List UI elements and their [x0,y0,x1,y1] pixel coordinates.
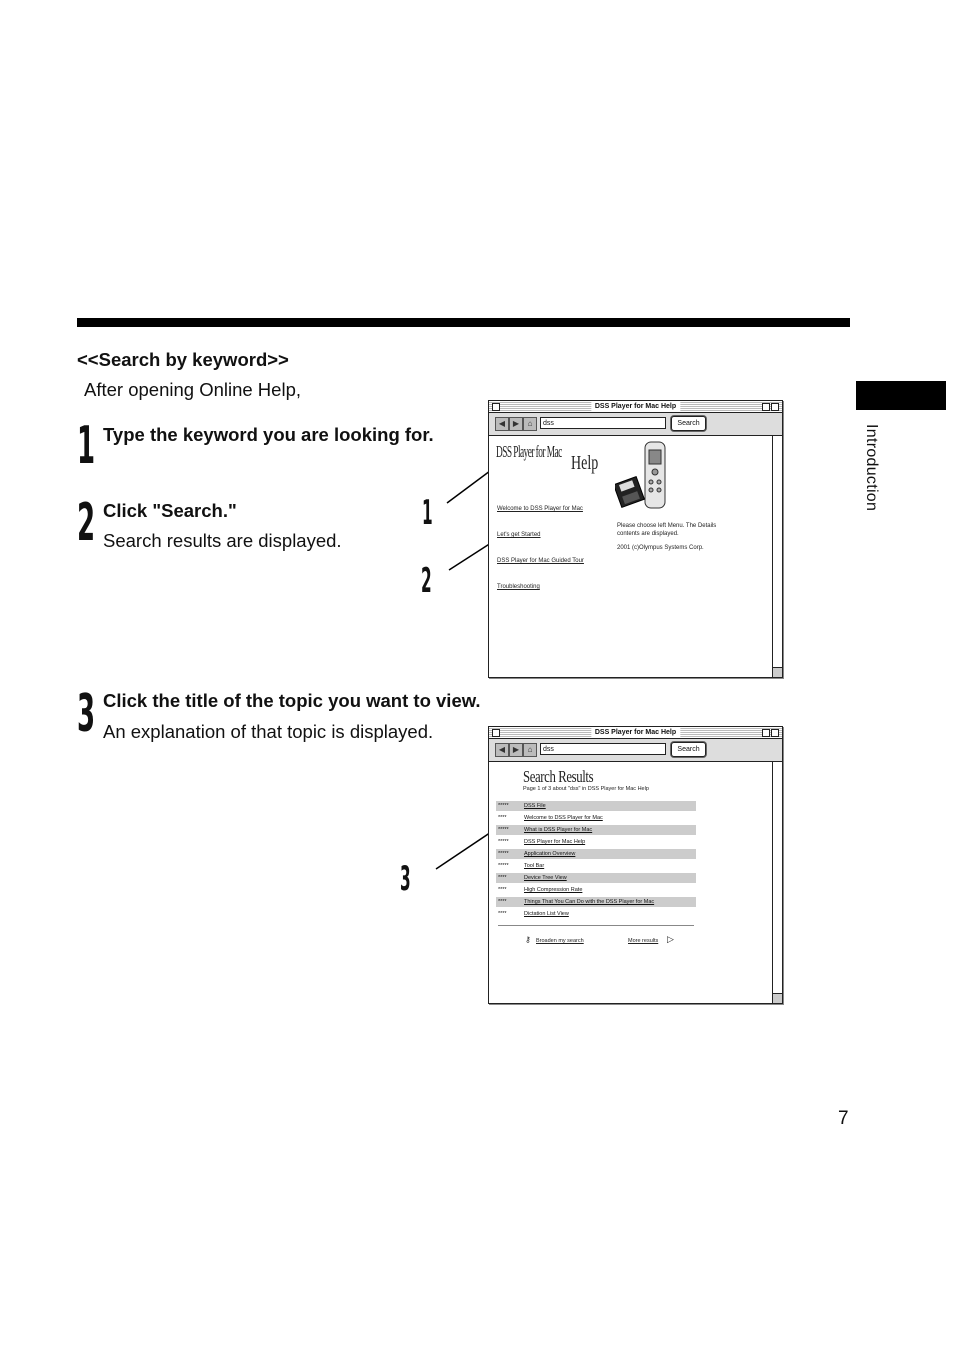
arrow-right-icon[interactable]: ▷ [667,934,674,944]
result-row[interactable]: ***** DSS File [496,801,696,811]
link-troubleshooting[interactable]: Troubleshooting [497,584,540,590]
zoom-box-icon[interactable] [762,729,770,737]
step-2-text: Search results are displayed. [103,530,342,551]
resize-handle-icon[interactable] [773,993,782,1003]
home-icon[interactable]: ⌂ [523,743,537,757]
search-input[interactable]: dss [540,743,666,755]
search-button[interactable]: Search [671,416,706,431]
result-row[interactable]: ***** Tool Bar [498,863,545,869]
results-content [489,762,772,1003]
result-row[interactable]: ***** What is DSS Player for Mac [496,825,696,835]
result-row[interactable]: **** Things That You Can Do with the DSS Player for Mac [496,897,696,907]
section-heading: <<Search by keyword>> [77,349,289,370]
result-row[interactable]: ***** DSS Player for Mac Help [498,839,586,845]
broaden-search-link[interactable]: Broaden my search [536,938,584,944]
intro-text: After opening Online Help, [84,379,301,400]
step-3-text: An explanation of that topic is displayed. [103,721,434,742]
results-subtitle: Page 1 of 3 about "dss" in DSS Player for Mac Help [523,786,649,792]
back-arrow-icon[interactable]: ◀ [495,743,509,757]
logo-main: DSS Player for Mac [496,442,562,461]
home-icon[interactable]: ⌂ [523,417,537,431]
home-note: Please choose left Menu. The Details contents are displayed. [617,523,717,537]
window-titlebar [489,401,782,413]
back-arrow-icon[interactable]: ◀ [495,417,509,431]
resize-handle-icon[interactable] [773,667,782,677]
help-window-home [488,400,783,678]
help-content [489,436,772,677]
link-get-started[interactable]: Let's get Started [497,532,541,538]
recorder-device-icon [615,440,677,512]
collapse-box-icon[interactable] [771,403,779,411]
link-welcome[interactable]: Welcome to DSS Player for Mac [497,506,583,512]
step-2-title: Click "Search." [103,500,237,521]
step-3-number: 3 [77,684,96,744]
window-title: DSS Player for Mac Help [591,401,680,412]
result-row[interactable]: **** High Compression Rate [498,887,583,893]
window-titlebar [489,727,782,739]
logo-help: Help [571,452,599,474]
callout-3: 3 [400,859,411,899]
page-number: 7 [838,1108,849,1129]
callout-2: 2 [421,561,432,601]
step-1-title: Type the keyword you are looking for. [103,424,434,445]
vertical-scrollbar[interactable] [772,762,782,1003]
result-row[interactable]: **** Dictation List View [498,911,569,917]
collapse-box-icon[interactable] [771,729,779,737]
section-tab-label: Introduction [863,424,880,512]
result-row[interactable]: ***** Application Overview [496,849,696,859]
close-box-icon[interactable] [492,729,500,737]
step-1-number: 1 [77,416,96,476]
step-2-number: 2 [77,493,96,553]
results-divider [498,925,694,926]
result-row[interactable]: **** Device Tree View [496,873,696,883]
help-toolbar [489,739,782,762]
help-window-results [488,726,783,1004]
results-title: Search Results [523,767,594,786]
forward-arrow-icon[interactable]: ▶ [509,743,523,757]
forward-arrow-icon[interactable]: ▶ [509,417,523,431]
zoom-box-icon[interactable] [762,403,770,411]
window-title: DSS Player for Mac Help [591,727,680,738]
search-input[interactable]: dss [540,417,666,429]
vertical-scrollbar[interactable] [772,436,782,677]
result-row[interactable]: **** Welcome to DSS Player for Mac [498,815,603,821]
copyright-text: 2001 (c)Olympus Systems Corp. [617,545,704,551]
help-toolbar [489,413,782,436]
link-guided-tour[interactable]: DSS Player for Mac Guided Tour [497,558,584,564]
step-3-title: Click the title of the topic you want to view. [103,690,481,711]
key-icon: ⚷ [525,935,531,944]
more-results-link[interactable]: More results [628,938,659,944]
callout-1: 1 [422,493,433,533]
search-button[interactable]: Search [671,742,706,757]
close-box-icon[interactable] [492,403,500,411]
